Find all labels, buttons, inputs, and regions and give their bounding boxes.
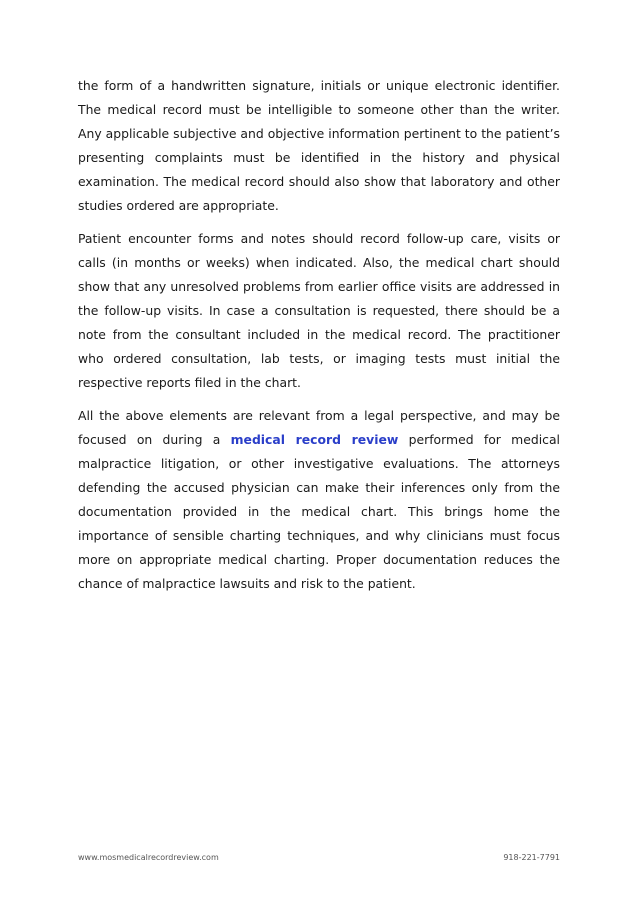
page-footer [78, 853, 560, 862]
document-body [78, 74, 560, 605]
paragraph-text-after-link: performed for medical malpractice litigation, or other investigative evaluations. The attorneys defending the accused physician can make their inferences only from the documentation provided in the medical chart. This brings home the importance of sensible charting techniques, and why clinicians must focus more on appropriate medical charting. Proper documentation reduces the chance of malpractice lawsuits and risk to the patient. [78, 432, 560, 591]
paragraph-text-before-link: All the above elements are relevant from a legal perspective, and may be focused on during a [78, 408, 560, 447]
paragraph-signature-requirements: the form of a handwritten signature, initials or unique electronic identifier. The medical record must be intelligible to someone other than the writer. Any applicable subjective and objective information pertinent to the patient’s presenting complaints must be identified in the history and physical examination. The medical record should also show that laboratory and other studies ordered are appropriate. [78, 78, 560, 213]
paragraph-legal-perspective [78, 404, 560, 596]
footer-website: www.mosmedicalrecordreview.com [78, 853, 219, 862]
footer-phone: 918-221-7791 [503, 853, 560, 862]
paragraph-follow-up-care: Patient encounter forms and notes should record follow-up care, visits or calls (in months or weeks) when indicated. Also, the medical chart should show that any unresolved problems from earlier office visits are addressed in the follow-up visits. In case a consultation is requested, there should be a note from the consultant included in the medical record. The practitioner who ordered consultation, lab tests, or imaging tests must initial the respective reports filed in the chart. [78, 231, 560, 390]
medical-record-review-link[interactable]: medical record review [230, 432, 399, 447]
